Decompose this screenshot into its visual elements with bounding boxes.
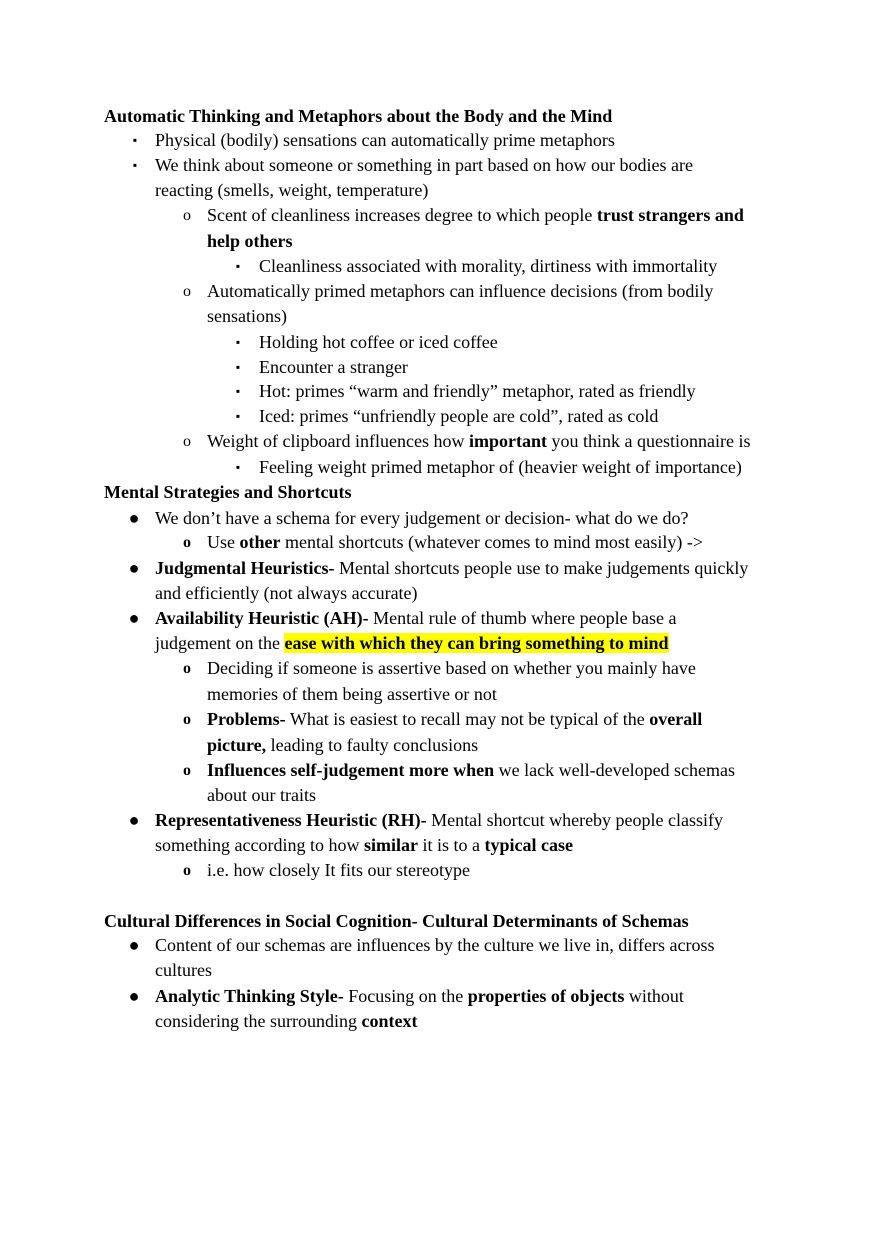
section-heading-automatic-thinking: Automatic Thinking and Metaphors about the Body and the Mind xyxy=(104,106,613,126)
list-item-text: Iced: primes “unfriendly people are cold”, rated as cold xyxy=(259,406,659,426)
list-item-text: Weight of clipboard influences how important you think a questionnaire is xyxy=(207,431,751,451)
square-bullet-icon: ▪ xyxy=(235,409,241,423)
list-item-text: Judgmental Heuristics- Mental shortcuts people use to make judgements quickly xyxy=(155,558,749,578)
list-item-text: Representativeness Heuristic (RH)- Mental shortcut whereby people classify xyxy=(155,810,724,830)
list-item-text: cultures xyxy=(155,960,212,980)
round-bullet-icon: ● xyxy=(128,986,140,1006)
square-bullet-icon: ▪ xyxy=(132,133,138,147)
list-item-text: considering the surrounding context xyxy=(155,1011,418,1031)
round-bullet-icon: ● xyxy=(128,508,140,528)
list-item-text: Problems- What is easiest to recall may not be typical of the overall xyxy=(207,709,703,729)
circle-bullet-icon: o xyxy=(183,433,191,450)
circle-bullet-icon: o xyxy=(183,711,191,728)
list-item-text: Influences self-judgement more when we lack well-developed schemas xyxy=(207,760,736,780)
list-item-text: Automatically primed metaphors can influence decisions (from bodily xyxy=(207,281,714,301)
list-item-text: We think about someone or something in part based on how our bodies are xyxy=(155,155,693,175)
list-item-text: Availability Heuristic (AH)- Mental rule of thumb where people base a xyxy=(155,608,677,628)
list-item-text: Feeling weight primed metaphor of (heavier weight of importance) xyxy=(259,457,742,477)
round-bullet-icon: ● xyxy=(128,558,140,578)
square-bullet-icon: ▪ xyxy=(235,335,241,349)
circle-bullet-icon: o xyxy=(183,862,191,879)
square-bullet-icon: ▪ xyxy=(132,158,138,172)
circle-bullet-icon: o xyxy=(183,283,191,300)
list-item-text: Scent of cleanliness increases degree to which people trust strangers and xyxy=(207,205,744,225)
list-item-text: memories of them being assertive or not xyxy=(207,684,497,704)
list-item-text: and efficiently (not always accurate) xyxy=(155,583,418,603)
list-item-text: Holding hot coffee or iced coffee xyxy=(259,332,498,352)
list-item-text: reacting (smells, weight, temperature) xyxy=(155,180,429,200)
circle-bullet-icon: o xyxy=(183,534,191,551)
square-bullet-icon: ▪ xyxy=(235,460,241,474)
list-item-text: Cleanliness associated with morality, dirtiness with immortality xyxy=(259,256,718,276)
list-item-text: Deciding if someone is assertive based on whether you mainly have xyxy=(207,658,696,678)
circle-bullet-icon: o xyxy=(183,660,191,677)
list-item-text: sensations) xyxy=(207,306,287,326)
round-bullet-icon: ● xyxy=(128,608,140,628)
round-bullet-icon: ● xyxy=(128,935,140,955)
list-item-text: help others xyxy=(207,231,293,251)
list-item-text: Analytic Thinking Style- Focusing on the properties of objects without xyxy=(155,986,684,1006)
square-bullet-icon: ▪ xyxy=(235,259,241,273)
list-item-text: Content of our schemas are influences by the culture we live in, differs across xyxy=(155,935,715,955)
highlighted-text: ease with which they can bring something to mind xyxy=(284,633,669,653)
list-item-text: about our traits xyxy=(207,785,316,805)
list-item-text: We don’t have a schema for every judgement or decision- what do we do? xyxy=(155,508,689,528)
circle-bullet-icon: o xyxy=(183,207,191,224)
square-bullet-icon: ▪ xyxy=(235,360,241,374)
list-item-text: something according to how similar it is to a typical case xyxy=(155,835,573,855)
section-heading-mental-strategies: Mental Strategies and Shortcuts xyxy=(104,482,352,502)
circle-bullet-icon: o xyxy=(183,762,191,779)
section-heading-cultural-differences: Cultural Differences in Social Cognition- Cultural Determinants of Schemas xyxy=(104,911,689,931)
list-item-text: Use other mental shortcuts (whatever comes to mind most easily) -> xyxy=(207,532,704,552)
square-bullet-icon: ▪ xyxy=(235,384,241,398)
list-item-text: judgement on the ease with which they can bring something to mind xyxy=(155,633,669,653)
list-item-text: picture, leading to faulty conclusions xyxy=(207,735,479,755)
list-item-text: i.e. how closely It fits our stereotype xyxy=(207,860,470,880)
list-item-text: Physical (bodily) sensations can automatically prime metaphors xyxy=(155,130,615,150)
list-item-text: Hot: primes “warm and friendly” metaphor, rated as friendly xyxy=(259,381,696,401)
list-item-text: Encounter a stranger xyxy=(259,357,408,377)
round-bullet-icon: ● xyxy=(128,810,140,830)
